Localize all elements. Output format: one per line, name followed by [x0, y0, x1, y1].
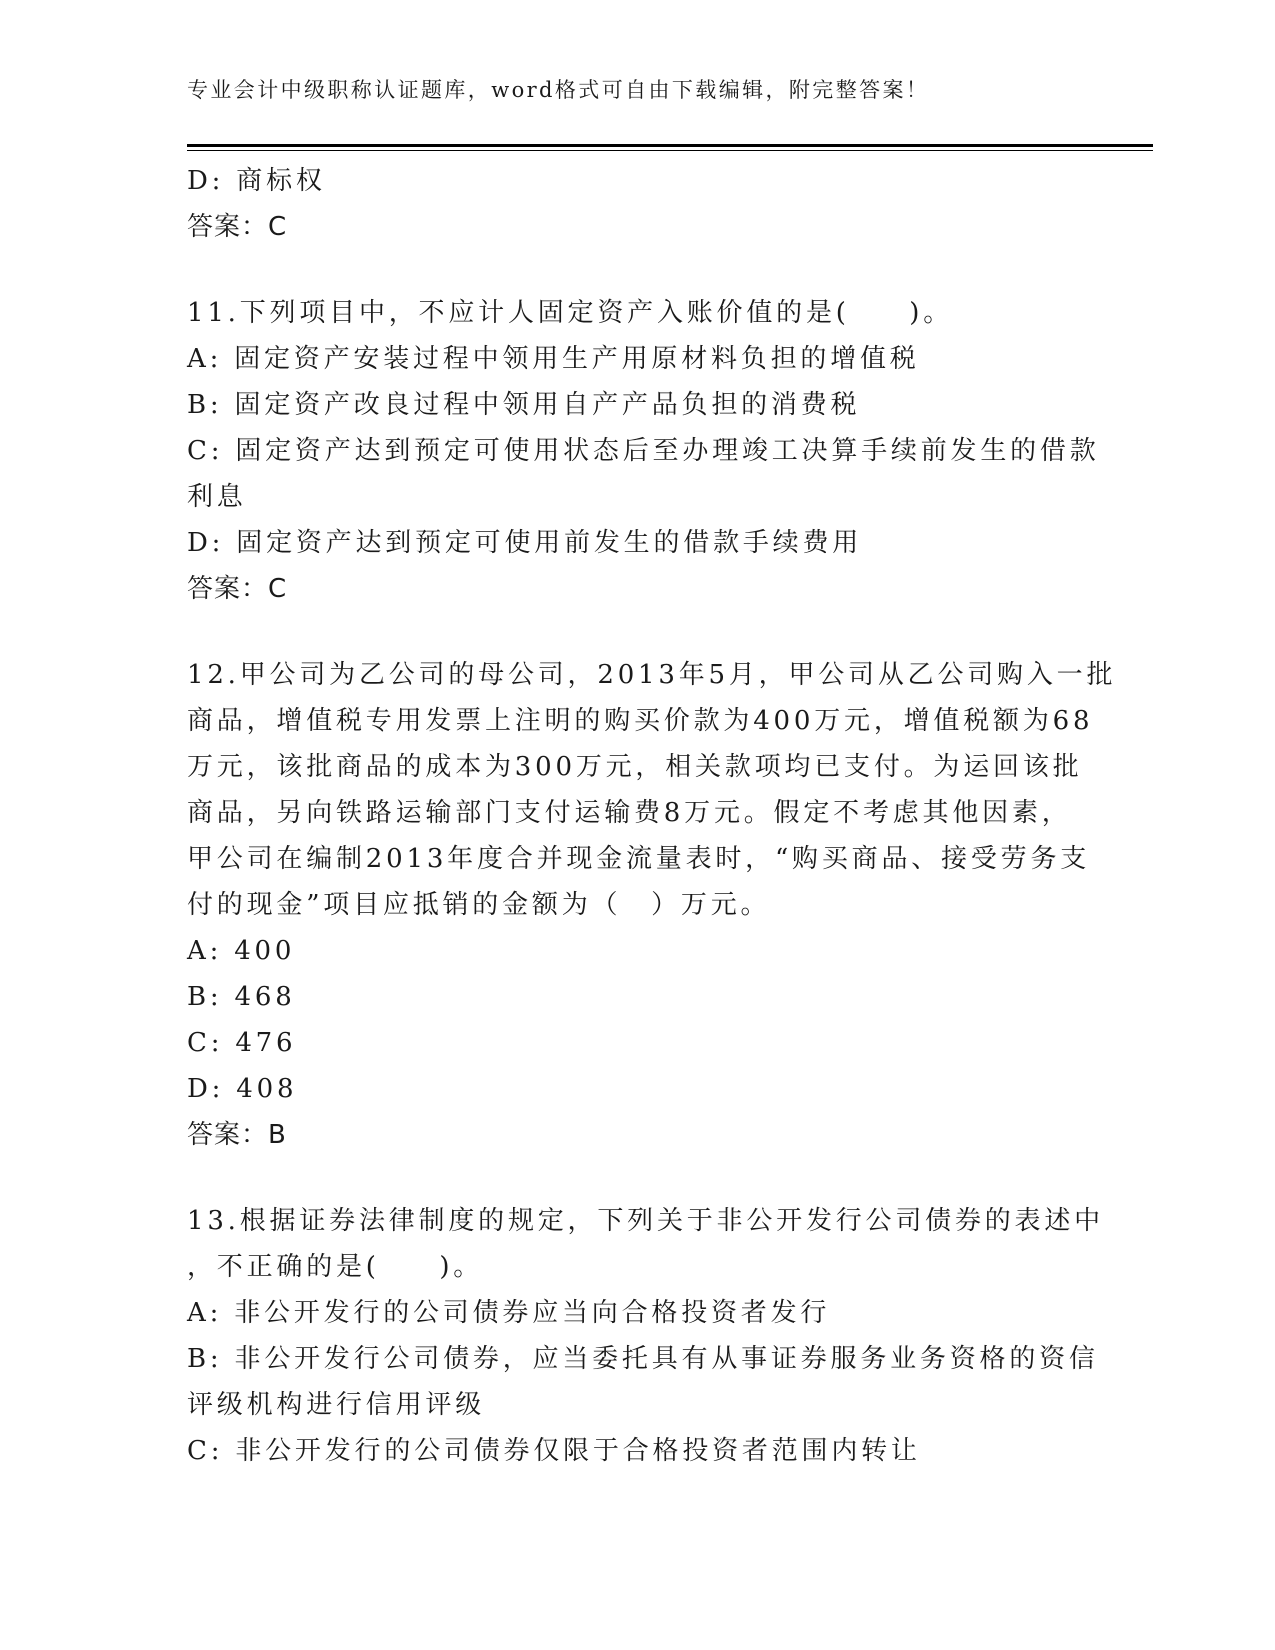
q10-option-d: D: 商标权 — [187, 166, 326, 196]
q10-answer: 答案：C — [187, 212, 288, 242]
q13-stem-cont: ，不正确的是( )。 — [187, 1252, 484, 1282]
q11-option-a: A: 固定资产安装过程中领用生产用原材料负担的增值税 — [187, 344, 920, 374]
q11-option-b: B: 固定资产改良过程中领用自产产品负担的消费税 — [187, 390, 861, 420]
q12-stem-line: 付的现金”项目应抵销的金额为（ ）万元。 — [187, 890, 771, 920]
q11-answer: 答案：C — [187, 574, 288, 604]
q11-option-d: D: 固定资产达到预定可使用前发生的借款手续费用 — [187, 528, 863, 558]
q13-option-b-cont: 评级机构进行信用评级 — [187, 1390, 486, 1420]
q11-stem: 11.下列项目中，不应计人固定资产入账价值的是( )。 — [187, 298, 954, 328]
document-body — [187, 158, 1117, 1474]
page-header: 专业会计中级职称认证题库，word格式可自由下载编辑，附完整答案！ — [187, 78, 930, 102]
q12-option-b: B: 468 — [187, 982, 296, 1012]
header-rule-thin — [187, 150, 1153, 151]
q12-stem-line: 万元，该批商品的成本为300万元，相关款项均已支付。为运回该批 — [187, 752, 1083, 782]
q13-option-c: C: 非公开发行的公司债券仅限于合格投资者范围内转让 — [187, 1436, 921, 1466]
q12-stem-line: 12.甲公司为乙公司的母公司，2013年5月，甲公司从乙公司购入一批 — [187, 660, 1117, 690]
header-rule-thick — [187, 144, 1153, 147]
q12-stem-line: 甲公司在编制2013年度合并现金流量表时，“购买商品、接受劳务支 — [187, 844, 1091, 874]
q11-option-c-cont: 利息 — [187, 482, 247, 512]
q12-option-a: A: 400 — [187, 936, 296, 966]
q12-answer: 答案：B — [187, 1120, 287, 1150]
q13-option-b: B: 非公开发行公司债券，应当委托具有从事证券服务业务资格的资信 — [187, 1344, 1099, 1374]
q11-option-c: C: 固定资产达到预定可使用状态后至办理竣工决算手续前发生的借款 — [187, 436, 1100, 466]
q12-option-d: D: 408 — [187, 1074, 298, 1104]
q12-stem-line: 商品，另向铁路运输部门支付运输费8万元。假定不考虑其他因素， — [187, 798, 1072, 828]
q13-stem: 13.根据证券法律制度的规定，下列关于非公开发行公司债券的表述中 — [187, 1206, 1104, 1236]
q12-stem-line: 商品，增值税专用发票上注明的购买价款为400万元，增值税额为68 — [187, 706, 1094, 736]
q12-option-c: C: 476 — [187, 1028, 297, 1058]
q13-option-a: A: 非公开发行的公司债券应当向合格投资者发行 — [187, 1298, 831, 1328]
